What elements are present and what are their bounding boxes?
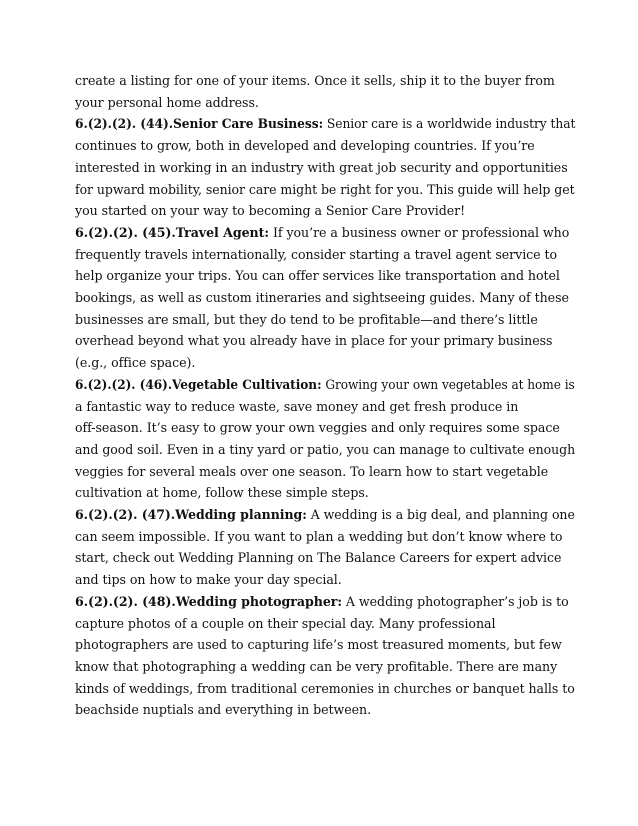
section-title: Senior Care Business:	[172, 116, 324, 132]
section-title: Wedding photographer:	[175, 593, 342, 609]
body-line: veggies for several meals over one season. To learn how to start vegetable	[75, 463, 549, 479]
body-line: can seem impossible. If you want to plan a wedding but don’t know where to	[75, 528, 563, 544]
section-vegetable-cultivation	[75, 374, 575, 504]
section-title: Travel Agent:	[175, 224, 270, 240]
body-line: create a listing for one of your items. Once it sells, ship it to the buyer from	[75, 73, 555, 88]
section-first-line-text: A wedding is a big deal, and planning one	[306, 507, 575, 523]
section-number: 6.(2).(2). (47).	[75, 507, 176, 523]
section-first-line-text: Senior care is a worldwide industry that	[323, 116, 576, 132]
document-page	[75, 70, 575, 721]
body-line: overhead beyond what you already have in place for your primary business	[75, 333, 553, 349]
body-line: a fantastic way to reduce waste, save money and get fresh produce in	[75, 398, 519, 414]
body-line: (e.g., office space).	[75, 355, 196, 371]
section-number: 6.(2).(2). (46).	[75, 376, 173, 392]
section-first-line-text: Growing your own vegetables at home is	[321, 376, 575, 392]
body-line: interested in working in an industry with great job security and opportunities	[75, 159, 568, 175]
section-title: Wedding planning:	[175, 507, 307, 523]
body-line: and tips on how to make your day special.	[75, 572, 342, 588]
body-line: for upward mobility, senior care might be right for you. This guide will help get	[75, 181, 575, 197]
body-line: capture photos of a couple on their special day. Many professional	[75, 615, 496, 631]
body-line: beachside nuptials and everything in between.	[75, 702, 372, 718]
body-line: start, check out Wedding Planning on The Balance Careers for expert advice	[75, 550, 562, 566]
body-line: off-season. It’s easy to grow your own veggies and only requires some space	[75, 420, 560, 436]
section-heading-line	[75, 591, 575, 613]
body-line: know that photographing a wedding can be very profitable. There are many	[75, 658, 558, 674]
body-line: businesses are small, but they do tend to be profitable—and there’s little	[75, 311, 538, 327]
section-first-line-text: If you’re a business owner or professional who	[269, 224, 570, 240]
section-number: 6.(2).(2). (48).	[75, 593, 176, 609]
section-heading-line	[75, 374, 575, 396]
intro-paragraph	[75, 70, 575, 113]
body-line: you started on your way to becoming a Senior Care Provider!	[75, 203, 466, 219]
body-line: bookings, as well as custom itineraries and sightseeing guides. Many of these	[75, 290, 569, 306]
section-wedding-photographer	[75, 591, 575, 721]
body-line: frequently travels internationally, consider starting a travel agent service to	[75, 246, 558, 262]
section-wedding-planning	[75, 504, 575, 591]
body-line: your personal home address.	[75, 94, 259, 110]
section-title: Vegetable Cultivation:	[172, 376, 322, 392]
section-heading-line	[75, 504, 575, 526]
body-line: continues to grow, both in developed and developing countries. If you’re	[75, 138, 535, 154]
body-line: cultivation at home, follow these simple steps.	[75, 485, 369, 501]
body-line: and good soil. Even in a tiny yard or patio, you can manage to cultivate enough	[75, 441, 576, 457]
section-first-line-text: A wedding photographer’s job is to	[341, 593, 569, 609]
section-number: 6.(2).(2). (45).	[75, 224, 176, 240]
section-number: 6.(2).(2). (44).	[75, 116, 173, 132]
section-senior-care	[75, 113, 575, 222]
body-line: photographers are used to capturing life’s most treasured moments, but few	[75, 637, 562, 653]
section-heading-line	[75, 113, 576, 135]
body-line: help organize your trips. You can offer services like transportation and hotel	[75, 268, 560, 284]
section-heading-line	[75, 222, 575, 244]
section-travel-agent	[75, 222, 575, 374]
body-line: kinds of weddings, from traditional ceremonies in churches or banquet halls to	[75, 680, 575, 696]
